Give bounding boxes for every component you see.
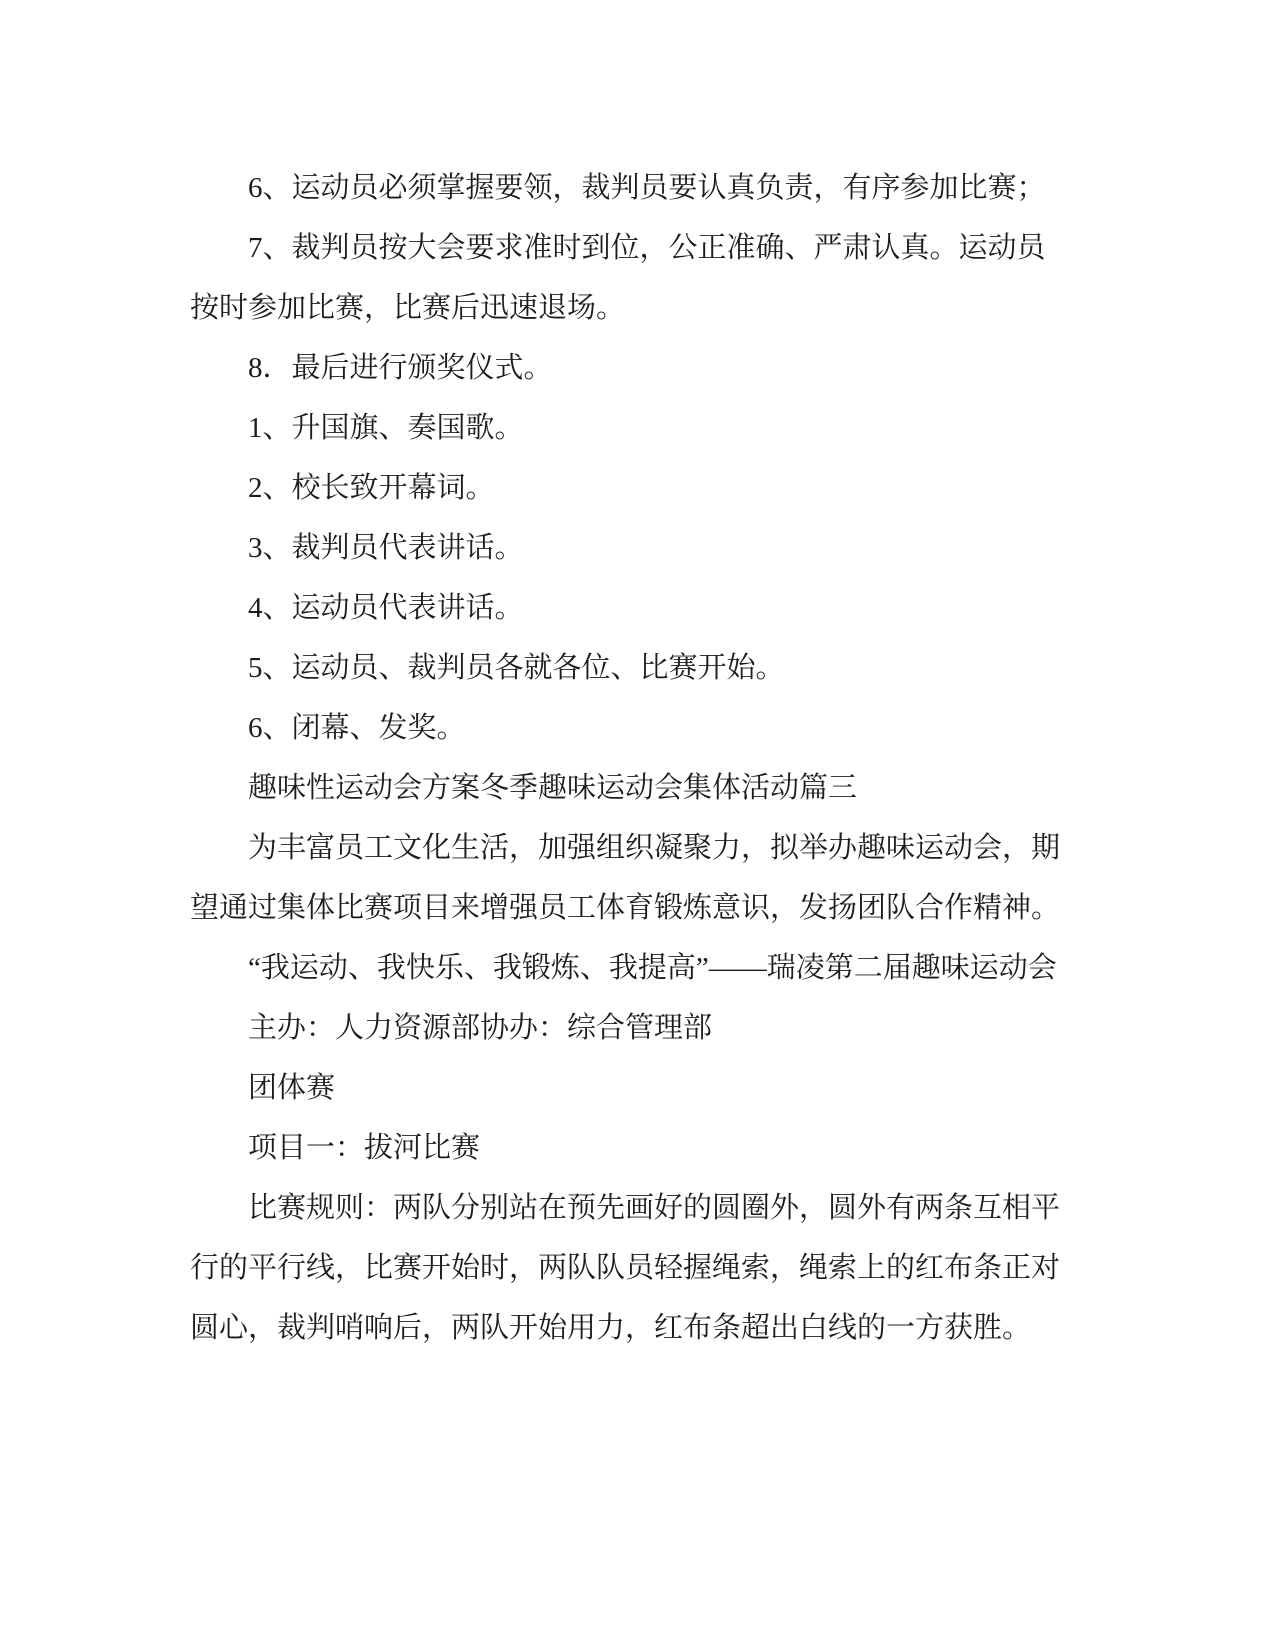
text-line: 6、运动员必须掌握要领，裁判员要认真负责，有序参加比赛； [248,172,1046,204]
text-line: 比赛规则：两队分别站在预先画好的圆圈外，圆外有两条互相平 [248,1192,1061,1224]
text-line: 按时参加比赛，比赛后迅速退场。 [190,292,626,324]
text-line: 7、裁判员按大会要求准时到位，公正准确、严肃认真。运动员 [248,232,1046,264]
text-line: “我运动、我快乐、我锻炼、我提高”——瑞凌第二届趣味运动会 [248,952,1057,984]
text-line: 团体赛 [248,1072,336,1104]
text-line: 3、裁判员代表讲话。 [248,532,524,564]
text-line: 1、升国旗、奏国歌。 [248,412,524,444]
text-line: 为丰富员工文化生活，加强组织凝聚力，拟举办趣味运动会，期 [248,832,1061,864]
text-line: 趣味性运动会方案冬季趣味运动会集体活动篇三 [248,772,858,804]
text-line: 行的平行线，比赛开始时，两队队员轻握绳索，绳索上的红布条正对 [190,1252,1061,1284]
text-line: 项目一：拔河比赛 [248,1132,481,1164]
text-line: 主办：人力资源部协办：综合管理部 [248,1012,713,1044]
text-line: 圆心，裁判哨响后，两队开始用力，红布条超出白线的一方获胜。 [190,1312,1032,1344]
text-line: 2、校长致开幕词。 [248,472,495,504]
text-line: 6、闭幕、发奖。 [248,712,466,744]
document-body [190,158,1080,1358]
text-line: 望通过集体比赛项目来增强员工体育锻炼意识，发扬团队合作精神。 [190,892,1061,924]
text-line: 5、运动员、裁判员各就各位、比赛开始。 [248,652,785,684]
text-line: 4、运动员代表讲话。 [248,592,524,624]
text-line: 8．最后进行颁奖仪式。 [248,352,553,384]
